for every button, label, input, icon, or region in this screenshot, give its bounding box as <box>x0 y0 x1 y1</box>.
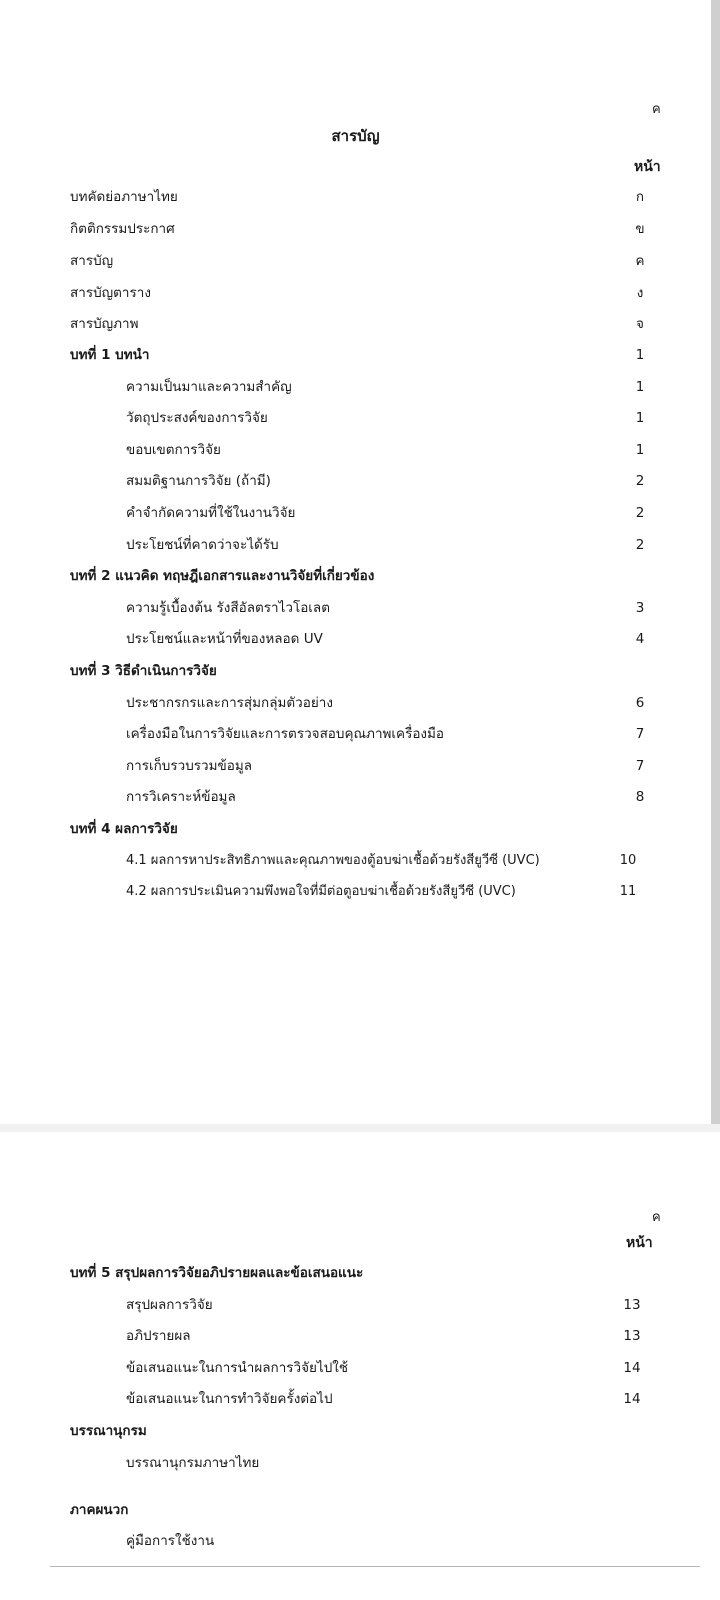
toc-entry-page: ค <box>635 253 645 269</box>
toc-entry-page: 2 <box>635 537 645 553</box>
toc-entry <box>126 755 670 777</box>
toc-entry <box>126 628 670 650</box>
toc-entry <box>126 376 670 398</box>
toc-entry-page: จ <box>636 316 644 332</box>
toc-entry-label: กิตติกรรมประกาศ <box>70 221 175 237</box>
cut-off-text-line <box>50 1566 700 1567</box>
toc-entry-label: บทที่ 2 แนวคิด ทฤษฎีเอกสารและงานวิจัยที่เกี่ยวข้อง <box>70 568 375 584</box>
toc-entry <box>126 470 670 492</box>
toc-entry-label: บทที่ 4 ผลการวิจัย <box>70 821 178 837</box>
toc-entry <box>126 534 670 556</box>
toc-entry-page: ข <box>635 221 645 237</box>
toc-entry-page: 14 <box>623 1360 641 1376</box>
toc-entry-page: 7 <box>635 726 645 742</box>
page-column-header: หน้า <box>626 1235 653 1251</box>
toc-entry-page: 10 <box>619 853 637 868</box>
toc-entry-label: ข้อเสนอแนะในการทำวิจัยครั้งต่อไป <box>126 1391 333 1407</box>
toc-entry-label: ข้อเสนอแนะในการนำผลการวิจัยไปใช้ <box>126 1360 349 1376</box>
toc-entry-page: 1 <box>635 410 645 426</box>
toc-entry <box>126 1388 656 1410</box>
toc-entry-label: ประชากรกรและการสุ่มกลุ่มตัวอย่าง <box>126 695 333 711</box>
vertical-scrollbar[interactable] <box>711 0 720 1132</box>
toc-entry-label: สารบัญภาพ <box>70 316 139 332</box>
document-page-2 <box>0 1132 711 1600</box>
toc-entry <box>70 282 670 304</box>
toc-entry-label: คู่มือการใช้งาน <box>126 1533 215 1549</box>
toc-entry-label: สารบัญ <box>70 253 114 269</box>
toc-entry-page: ง <box>636 285 644 301</box>
toc-entry <box>126 881 656 903</box>
toc-chapter-entry <box>70 1499 670 1521</box>
toc-entry-page: 13 <box>623 1297 641 1313</box>
toc-entry-label: บทที่ 5 สรุปผลการวิจัยอภิปรายผลและข้อเสนอแนะ <box>70 1265 364 1281</box>
toc-entry-label: เครื่องมือในการวิจัยและการตรวจสอบคุณภาพเครื่องมือ <box>126 726 445 742</box>
toc-entry <box>126 1452 656 1474</box>
toc-entry-label: ขอบเขตการวิจัย <box>126 442 221 458</box>
page-title: สารบัญ <box>331 127 380 145</box>
toc-entry-label: สมมติฐานการวิจัย (ถ้ามี) <box>126 473 271 489</box>
toc-entry-label: บรรณานุกรมภาษาไทย <box>126 1455 260 1471</box>
toc-chapter-entry <box>70 565 670 587</box>
toc-entry <box>126 786 670 808</box>
toc-entry-label: ความเป็นมาและความสำคัญ <box>126 379 292 395</box>
toc-entry <box>70 218 670 240</box>
toc-entry-label: อภิปรายผล <box>126 1328 191 1344</box>
toc-entry-label: ประโยชน์ที่คาดว่าจะได้รับ <box>126 537 279 553</box>
toc-entry-label: บทที่ 1 บทนำ <box>70 347 150 363</box>
toc-chapter-entry <box>70 1420 670 1442</box>
toc-entry <box>126 850 656 872</box>
toc-entry-label: ความรู้เบื้องต้น รังสีอัลตราไวโอเลต <box>126 600 330 616</box>
toc-entry <box>70 186 670 208</box>
toc-entry-page: 2 <box>635 505 645 521</box>
toc-entry-page: 13 <box>623 1328 641 1344</box>
toc-entry-label: สรุปผลการวิจัย <box>126 1297 213 1313</box>
toc-chapter-entry <box>70 1262 670 1284</box>
toc-entry <box>126 723 670 745</box>
toc-entry-page: 6 <box>635 695 645 711</box>
toc-entry <box>126 407 670 429</box>
toc-entry-label: บรรณานุกรม <box>70 1423 147 1439</box>
toc-entry <box>126 1294 656 1316</box>
toc-chapter-entry <box>70 818 670 840</box>
page-separator <box>0 1124 720 1132</box>
toc-entry <box>126 1530 656 1552</box>
toc-entry <box>70 313 670 335</box>
toc-entry-page: 11 <box>619 884 637 899</box>
toc-entry <box>126 1325 656 1347</box>
toc-entry-label: บทคัดย่อภาษาไทย <box>70 189 178 205</box>
toc-entry-page: 8 <box>635 789 645 805</box>
toc-entry <box>126 502 670 524</box>
toc-entry-label: ประโยชน์และหน้าที่ของหลอด UV <box>126 631 323 647</box>
toc-entry-page: 1 <box>635 442 645 458</box>
toc-chapter-entry <box>70 344 670 366</box>
page-number-letter: ค <box>652 102 661 117</box>
toc-entry-label: ภาคผนวก <box>70 1502 129 1518</box>
toc-entry <box>126 439 670 461</box>
toc-entry <box>70 250 670 272</box>
toc-entry-page: 1 <box>635 347 645 363</box>
page-column-header: หน้า <box>634 159 661 175</box>
toc-entry <box>126 692 670 714</box>
toc-entry-label: สารบัญตาราง <box>70 285 151 301</box>
toc-chapter-entry <box>70 660 670 682</box>
toc-entry-page: 7 <box>635 758 645 774</box>
toc-entry-label: บทที่ 3 วิธีดำเนินการวิจัย <box>70 663 217 679</box>
toc-entry-label: คำจำกัดความที่ใช้ในงานวิจัย <box>126 505 296 521</box>
toc-entry-label: การวิเคราะห์ข้อมูล <box>126 789 236 805</box>
toc-entry-page: 4 <box>635 631 645 647</box>
toc-entry-page: 2 <box>635 473 645 489</box>
toc-entry-label: วัตถุประสงค์ของการวิจัย <box>126 410 268 426</box>
toc-entry-page: 3 <box>635 600 645 616</box>
toc-entry-page: 1 <box>635 379 645 395</box>
toc-entry-label: 4.2 ผลการประเมินความพึงพอใจที่มีต่อตูอบฆ่าเชื้อด้วยรังสียูวีซี (UVC) <box>126 884 516 899</box>
page-number-letter: ค <box>652 1210 661 1225</box>
toc-entry <box>126 597 670 619</box>
toc-entry-label: การเก็บรวบรวมข้อมูล <box>126 758 253 774</box>
toc-entry-label: 4.1 ผลการหาประสิทธิภาพและคุณภาพของตู้อบฆ่าเชื้อด้วยรังสียูวีซี (UVC) <box>126 853 540 868</box>
toc-entry <box>126 1357 656 1379</box>
toc-entry-page: ก <box>635 189 645 205</box>
toc-entry-page: 14 <box>623 1391 641 1407</box>
